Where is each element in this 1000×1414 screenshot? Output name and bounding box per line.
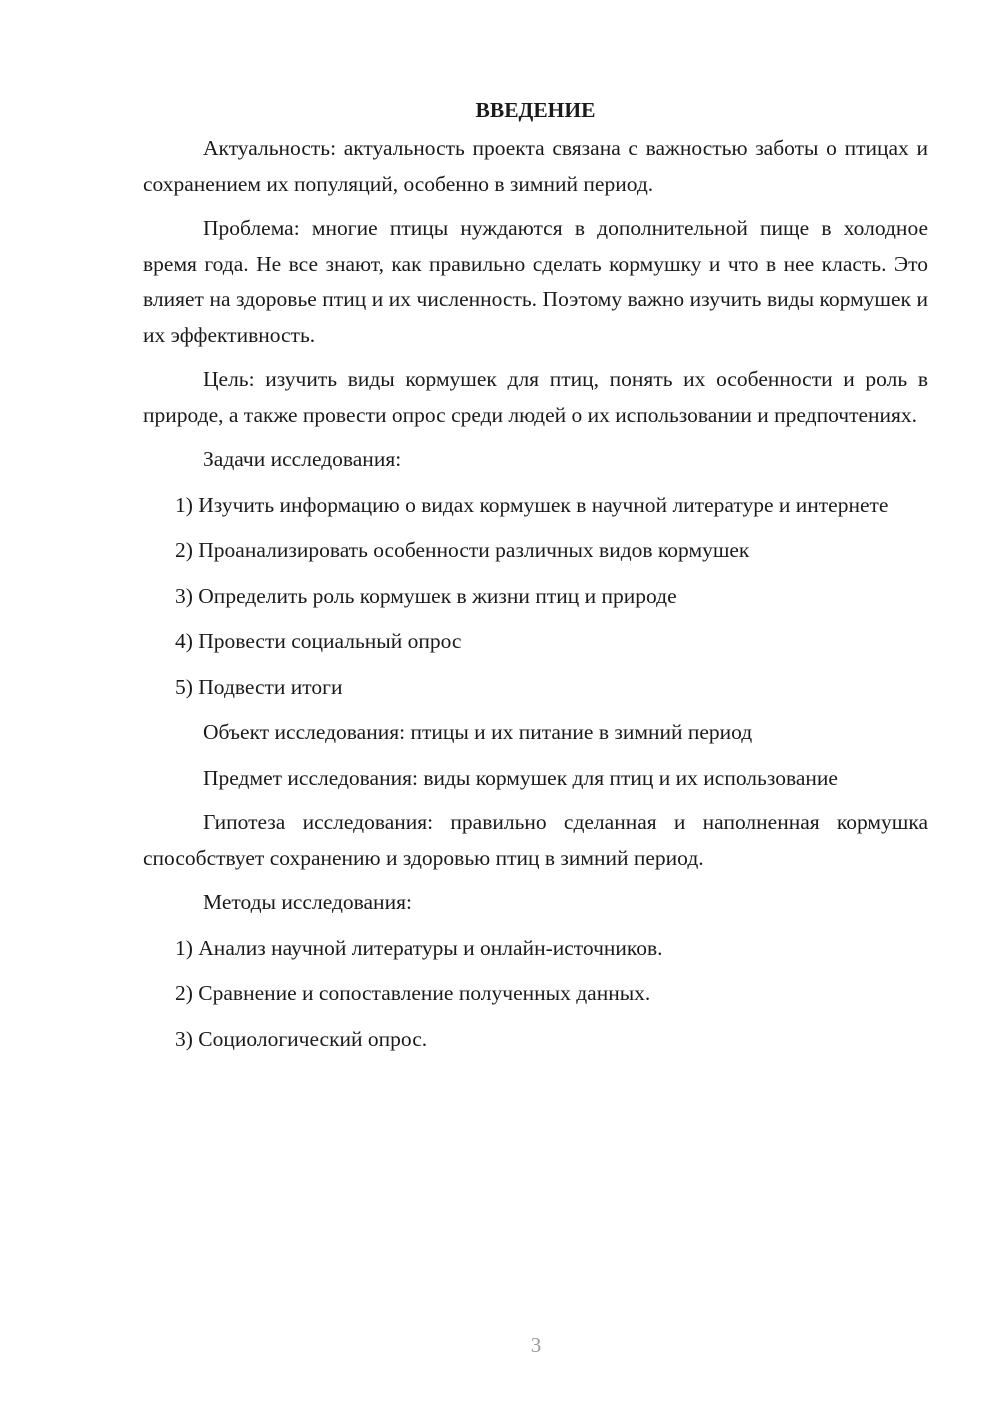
- relevance-paragraph: Актуальность: актуальность проекта связана с важностью заботы о птицах и сохранением их популяций, особенно в зимний период.: [143, 136, 928, 196]
- task-item-3: 3) Определить роль кормушек в жизни птиц и природе: [175, 583, 677, 608]
- task-item-2: 2) Проанализировать особенности различных видов кормушек: [175, 538, 750, 562]
- methods-heading: Методы исследования:: [203, 890, 412, 914]
- hypothesis-paragraph: Гипотеза исследования: правильно сделанная и наполненная кормушка способствует сохранению и здоровью птиц в зимний период.: [143, 810, 928, 870]
- method-item-2: 2) Сравнение и сопоставление полученных данных.: [175, 981, 651, 1005]
- page-number: 3: [530, 1333, 542, 1357]
- document-page: [143, 92, 928, 1067]
- goal-paragraph: Цель: изучить виды кормушек для птиц, понять их особенности и роль в природе, а также провести опрос среди людей о их использовании и предпочтениях.: [143, 367, 928, 427]
- section-title: ВВЕДЕНИЕ: [475, 98, 596, 122]
- object-paragraph: Объект исследования: птицы и их питание в зимний период: [203, 720, 753, 744]
- problem-paragraph: Проблема: многие птицы нуждаются в дополнительной пище в холодное время года. Не все знают, как правильно сделать кормушку и что в нее класть. Это влияет на здоровье птиц и их численность. Поэтому важно изучить виды кормушек и их эффективность.: [143, 216, 928, 347]
- task-item-5: 5) Подвести итоги: [175, 674, 343, 699]
- method-item-3: 3) Социологический опрос.: [175, 1026, 428, 1051]
- task-item-1: 1) Изучить информацию о видах кормушек в научной литературе и интернете: [175, 492, 889, 517]
- subject-paragraph: Предмет исследования: виды кормушек для птиц и их использование: [203, 765, 838, 790]
- method-item-1: 1) Анализ научной литературы и онлайн-источников.: [175, 935, 663, 960]
- tasks-heading: Задачи исследования:: [203, 447, 402, 471]
- task-item-4: 4) Провести социальный опрос: [175, 629, 462, 653]
